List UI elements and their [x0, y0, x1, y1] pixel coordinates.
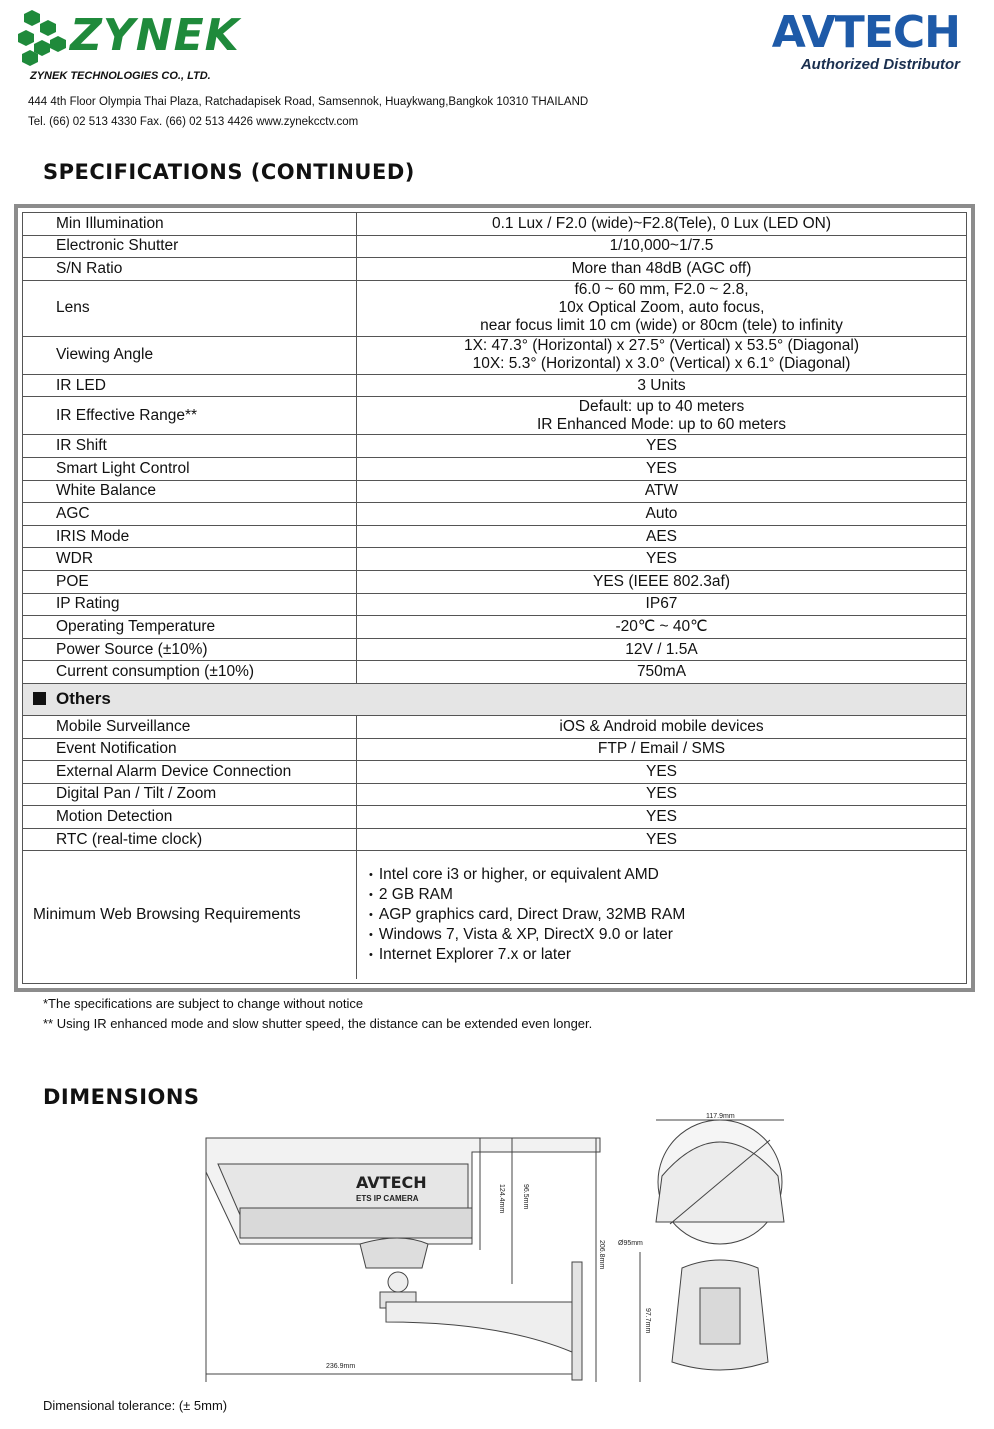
spec-value-line: YES — [645, 459, 677, 477]
company-address: 444 4th Floor Olympia Thai Plaza, Ratchadapisek Road, Samsennok, Huaykwang,Bangkok 10310 THAILAND — [28, 96, 589, 108]
spec-label: Viewing Angle — [23, 336, 357, 374]
requirement-item — [369, 885, 966, 905]
spec-value-line: Auto — [645, 504, 678, 522]
spec-row — [23, 570, 966, 593]
dim-length: 236.9mm — [326, 1363, 356, 1370]
spec-label: Min Illumination — [23, 213, 357, 235]
spec-value-line: 10x Optical Zoom, auto focus, — [558, 299, 765, 317]
spec-row — [23, 761, 966, 784]
spec-value — [357, 258, 967, 281]
spec-value — [357, 761, 967, 784]
spec-row — [23, 738, 966, 761]
spec-label: Motion Detection — [23, 806, 357, 829]
spec-value-line: 3 Units — [637, 376, 686, 394]
spec-value — [357, 738, 967, 761]
others-header — [23, 683, 966, 715]
square-bullet-icon — [33, 692, 46, 705]
requirement-text: Intel core i3 or higher, or equivalent AMD — [378, 866, 659, 884]
spec-row — [23, 715, 966, 738]
spec-value — [357, 480, 967, 503]
dim-width: 117.9mm — [706, 1113, 735, 1120]
spec-value — [357, 806, 967, 829]
spec-value — [357, 397, 967, 435]
spec-row — [23, 661, 966, 684]
company-name: ZYNEK TECHNOLOGIES CO., LTD. — [30, 70, 211, 82]
spec-row — [23, 435, 966, 458]
spec-label: S/N Ratio — [23, 258, 357, 281]
hexagon-cluster-icon — [18, 8, 70, 68]
spec-label: External Alarm Device Connection — [23, 761, 357, 784]
spec-label: Smart Light Control — [23, 457, 357, 480]
drawing-model: ETS IP CAMERA — [356, 1194, 419, 1203]
spec-row — [23, 525, 966, 548]
spec-value — [357, 828, 967, 851]
spec-value-line: YES — [645, 762, 677, 780]
spec-value — [357, 503, 967, 526]
spec-value-line: YES — [645, 437, 677, 455]
dim-height1: 124.4mm — [498, 1184, 505, 1214]
requirement-text: Internet Explorer 7.x or later — [378, 946, 571, 964]
spec-title: SPECIFICATIONS (CONTINUED) — [43, 160, 415, 184]
spec-label: Current consumption (±10%) — [23, 661, 357, 684]
spec-value-line: 750mA — [636, 663, 687, 681]
zynek-logo — [18, 8, 258, 83]
spec-value-line: f6.0 ~ 60 mm, F2.0 ~ 2.8, — [574, 281, 749, 299]
spec-value-line: 12V / 1.5A — [625, 640, 698, 658]
spec-value — [357, 280, 967, 336]
spec-row — [23, 280, 966, 336]
spec-value — [357, 435, 967, 458]
spec-row — [23, 548, 966, 571]
spec-label: IRIS Mode — [23, 525, 357, 548]
avtech-logo — [771, 7, 960, 73]
spec-value — [357, 525, 967, 548]
requirement-item — [369, 905, 966, 925]
spec-value-line: IP67 — [645, 595, 678, 613]
spec-label: IR LED — [23, 374, 357, 397]
spec-value — [357, 457, 967, 480]
spec-value — [357, 548, 967, 571]
dim-bracket: 97.7mm — [644, 1308, 651, 1334]
spec-value — [357, 235, 967, 258]
spec-label: Electronic Shutter — [23, 235, 357, 258]
spec-value — [357, 570, 967, 593]
note-1: *The specifications are subject to change without notice — [43, 996, 364, 1011]
spec-row — [23, 503, 966, 526]
spec-row — [23, 258, 966, 281]
drawing-brand: AVTECH — [356, 1173, 427, 1192]
spec-label: Lens — [23, 280, 357, 336]
requirement-text: AGP graphics card, Direct Draw, 32MB RAM — [378, 906, 686, 924]
bullet-icon: • — [369, 929, 373, 942]
dim-height2: 96.5mm — [522, 1184, 529, 1210]
requirements-list — [357, 865, 966, 965]
spec-row — [23, 213, 966, 235]
requirements-label: Minimum Web Browsing Requirements — [23, 851, 357, 980]
spec-value-line: iOS & Android mobile devices — [559, 717, 764, 735]
spec-value-line: More than 48dB (AGC off) — [571, 259, 752, 277]
spec-value-line: 10X: 5.3° (Horizontal) x 3.0° (Vertical) x 6.1° (Diagonal) — [472, 355, 851, 373]
spec-value-line: IR Enhanced Mode: up to 60 meters — [536, 415, 786, 433]
spec-value-line: 0.1 Lux / F2.0 (wide)~F2.8(Tele), 0 Lux (LED ON) — [492, 214, 831, 232]
spec-value-line: near focus limit 10 cm (wide) or 80cm (tele) to infinity — [480, 317, 843, 335]
spec-value — [357, 616, 967, 639]
spec-label: IR Effective Range** — [23, 397, 357, 435]
zynek-wordmark: ZYNEK — [70, 10, 240, 61]
spec-value-line: YES — [645, 550, 677, 568]
spec-row — [23, 616, 966, 639]
spec-label: Power Source (±10%) — [23, 638, 357, 661]
spec-label: POE — [23, 570, 357, 593]
requirement-text: Windows 7, Vista & XP, DirectX 9.0 or later — [378, 926, 673, 944]
spec-value-line: 1X: 47.3° (Horizontal) x 27.5° (Vertical) x 53.5° (Diagonal) — [463, 337, 860, 355]
spec-value-line: YES (IEEE 802.3af) — [593, 572, 730, 590]
spec-label: IR Shift — [23, 435, 357, 458]
spec-row — [23, 828, 966, 851]
spec-label: Operating Temperature — [23, 616, 357, 639]
spec-row — [23, 235, 966, 258]
dim-diameter: Ø95mm — [618, 1240, 643, 1247]
spec-label: Event Notification — [23, 738, 357, 761]
spec-value-line: YES — [645, 785, 677, 803]
spec-value — [357, 661, 967, 684]
spec-value-line: ATW — [644, 482, 679, 500]
requirement-item — [369, 945, 966, 965]
others-title: Others — [56, 689, 111, 709]
spec-row — [23, 593, 966, 616]
dimension-drawing — [200, 1112, 800, 1392]
spec-value-line: 1/10,000~1/7.5 — [609, 237, 714, 255]
spec-label: WDR — [23, 548, 357, 571]
spec-value — [357, 593, 967, 616]
bullet-icon: • — [369, 949, 373, 962]
authorized-distributor: Authorized Distributor — [800, 56, 960, 73]
wall-bracket — [386, 1302, 572, 1352]
requirement-text: 2 GB RAM — [378, 886, 453, 904]
spec-value — [357, 336, 967, 374]
spec-value-line: AES — [645, 527, 677, 545]
requirement-item — [369, 865, 966, 885]
spec-row — [23, 336, 966, 374]
spec-label: IP Rating — [23, 593, 357, 616]
spec-table-frame — [14, 204, 975, 992]
note-2: ** Using IR enhanced mode and slow shutter speed, the distance can be extended even longer. — [43, 1015, 593, 1031]
dim-height3: 206.8mm — [598, 1240, 605, 1270]
spec-label: AGC — [23, 503, 357, 526]
spec-row — [23, 374, 966, 397]
spec-notes — [43, 994, 592, 1033]
dimensional-tolerance: Dimensional tolerance: (± 5mm) — [43, 1398, 228, 1413]
bullet-icon: • — [369, 889, 373, 902]
spec-value-line: YES — [645, 830, 677, 848]
spec-value — [357, 783, 967, 806]
spec-label: White Balance — [23, 480, 357, 503]
spec-value-line: Default: up to 40 meters — [578, 397, 745, 415]
dimensions-title: DIMENSIONS — [43, 1085, 200, 1109]
spec-value-line: FTP / Email / SMS — [597, 740, 726, 758]
spec-label: Digital Pan / Tilt / Zoom — [23, 783, 357, 806]
spec-row — [23, 638, 966, 661]
requirement-item — [369, 925, 966, 945]
requirements-row — [23, 851, 966, 980]
spec-value-line: -20℃ ~ 40℃ — [615, 617, 708, 635]
spec-value — [357, 213, 967, 235]
spec-row — [23, 806, 966, 829]
spec-row — [23, 457, 966, 480]
spec-value-line: YES — [645, 808, 677, 826]
spec-row — [23, 480, 966, 503]
spec-row — [23, 397, 966, 435]
spec-table — [23, 213, 966, 979]
spec-value — [357, 374, 967, 397]
spec-label: Mobile Surveillance — [23, 715, 357, 738]
avtech-wordmark: AVTECH — [771, 7, 960, 58]
spec-value — [357, 715, 967, 738]
bullet-icon: • — [369, 869, 373, 882]
spec-row — [23, 783, 966, 806]
spec-label: RTC (real-time clock) — [23, 828, 357, 851]
spec-value — [357, 638, 967, 661]
bullet-icon: • — [369, 909, 373, 922]
company-contact: Tel. (66) 02 513 4330 Fax. (66) 02 513 4426 www.zynekcctv.com — [28, 116, 359, 128]
